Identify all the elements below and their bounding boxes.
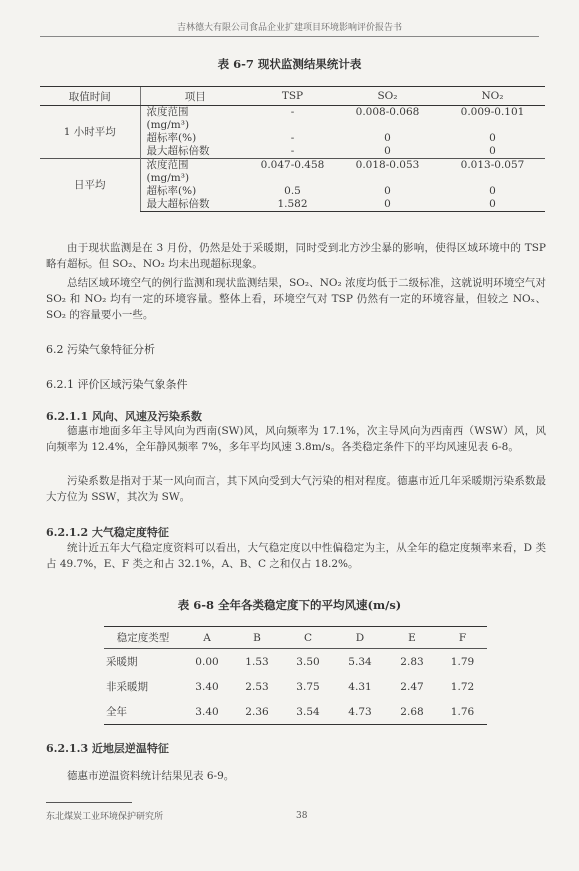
header-tsp: TSP [250,87,335,106]
item-unit: (mg/m³) [140,119,250,132]
cell-so2: 0 [384,145,391,157]
table-row [40,106,545,120]
header-class-b: B [232,627,282,649]
footer-organization: 东北煤炭工业环境保护研究所 [46,812,164,822]
cell-no2: 0 [489,132,496,144]
header-no2: NO₂ [440,87,545,106]
cell-no2: 0 [489,185,496,197]
header-class-f: F [438,627,487,649]
table-row [104,699,487,725]
section-heading-6-2-1-3: 6.2.1.3 近地层逆温特征 [46,742,169,755]
table-cell: 4.73 [334,699,386,725]
table-cell: 0.00 [195,655,219,668]
group-label-hourly: 1 小时平均 [63,125,116,138]
cell-so2: 0 [384,132,391,144]
cell-so2: 0.008-0.068 [355,106,420,118]
item-label: 浓度范围 [140,106,250,120]
table-6-7-caption: 表 6-7 现状监测结果统计表 [217,57,362,71]
cell-tsp: 0.047-0.458 [250,159,335,173]
paragraph-pollution-coefficient: 污染系数是指对于某一风向而言，其下风向受到大气污染的相对程度。德惠市近几年采暖期污染系数最大方位为 SSW，其次为 SW。 [46,475,546,503]
cell-tsp: 0.5 [284,185,301,197]
table-cell: 3.40 [182,699,232,725]
cell-tsp: - [290,106,295,118]
header-so2: SO₂ [335,87,440,106]
cell-no2: 0.013-0.057 [440,159,545,173]
table-row [104,674,487,699]
item-label: 超标率(%) [140,132,250,145]
table-cell: 1.72 [450,680,475,693]
cell-so2: 0.018-0.053 [335,159,440,173]
table-cell: 1.76 [438,699,487,725]
running-header: 吉林德大有限公司食品企业扩建项目环境影响评价报告书 [40,20,539,37]
table-row [104,649,487,675]
monitoring-results-table [40,86,545,212]
section-heading-6-2-1-2: 6.2.1.2 大气稳定度特征 [46,526,169,539]
section-heading-6-2-1-1: 6.2.1.1 风向、风速及污染系数 [46,410,202,423]
table-row [40,159,545,173]
table-header-row [104,627,487,649]
table-cell: 3.40 [195,680,219,693]
paragraph-inversion: 德惠市逆温资料统计结果见表 6-9。 [67,770,235,782]
item-label: 超标率(%) [140,185,250,198]
table-header-row [40,87,545,106]
row-label: 非采暖期 [106,681,148,693]
header-time: 取值时间 [40,87,140,106]
table-cell: 2.36 [232,699,282,725]
table-cell: 3.50 [296,655,320,668]
table-cell: 3.75 [296,680,320,693]
table-cell: 2.53 [245,680,269,693]
header-class-a: A [182,627,232,649]
table-cell: 5.34 [348,655,372,668]
row-label: 采暖期 [106,656,138,668]
header-stability-type: 稳定度类型 [104,627,182,649]
cell-no2: 0 [489,145,496,157]
cell-tsp: 1.582 [250,198,335,212]
item-label: 浓度范围 [140,159,250,173]
cell-no2: 0.009-0.101 [460,106,525,118]
item-unit: (mg/m³) [140,172,250,185]
table-cell: 3.54 [282,699,334,725]
header-class-c: C [282,627,334,649]
header-class-d: D [334,627,386,649]
paragraph-wind: 德惠市地面多年主导风向为西南(SW)风，风向频率为 17.1%，次主导风向为西南西（WSW）风，风向频率为 12.4%，全年静风频率 7%，多年平均风速 3.8m/s。各类稳定条件下的平均风速见表 6-8。 [46,425,546,453]
cell-tsp: - [290,132,295,144]
header-class-e: E [386,627,438,649]
item-label: 最大超标倍数 [140,145,250,159]
table-cell: 2.47 [400,680,424,693]
table-cell: 4.31 [348,680,372,693]
table-cell: 1.53 [245,655,269,668]
table-cell: 2.83 [400,655,424,668]
footer-rule [46,802,132,803]
row-label: 全年 [104,699,182,725]
table-cell: 1.79 [450,655,475,668]
header-item: 项目 [140,87,250,106]
table-6-8-caption: 表 6-8 全年各类稳定度下的平均风速(m/s) [177,598,402,612]
section-heading-6-2: 6.2 污染气象特征分析 [46,343,155,356]
cell-tsp: - [290,145,295,157]
cell-no2: 0 [440,198,545,212]
group-label-daily: 日平均 [40,159,140,212]
table-cell: 2.68 [386,699,438,725]
paragraph-stability: 统计近五年大气稳定度资料可以看出，大气稳定度以中性偏稳定为主，从全年的稳定度频率来看，D 类占 49.7%，E、F 类之和占 32.1%，A、B、C 之和仅占 18.2%。 [46,542,546,570]
paragraph-summary: 总结区域环境空气的例行监测和现状监测结果，SO₂、NO₂ 浓度均低于二级标准，这就说明环境空气对 SO₂ 和 NO₂ 均有一定的环境容量。整体上看，环境空气对 TSP 仍然有一定的环境容量，但较之 NOₓ、SO₂ 的容量要小一些。 [46,277,546,321]
section-heading-6-2-1: 6.2.1 评价区域污染气象条件 [46,378,188,391]
page-number: 38 [296,811,308,821]
wind-speed-table [104,626,487,725]
paragraph-tsp-note: 由于现状监测是在 3 月份，仍然是处于采暖期，同时受到北方沙尘暴的影响，使得区域环境中的 TSP 略有超标。但 SO₂、NO₂ 均未出现超标现象。 [46,242,546,270]
cell-so2: 0 [384,185,391,197]
item-label: 最大超标倍数 [140,198,250,212]
cell-so2: 0 [335,198,440,212]
